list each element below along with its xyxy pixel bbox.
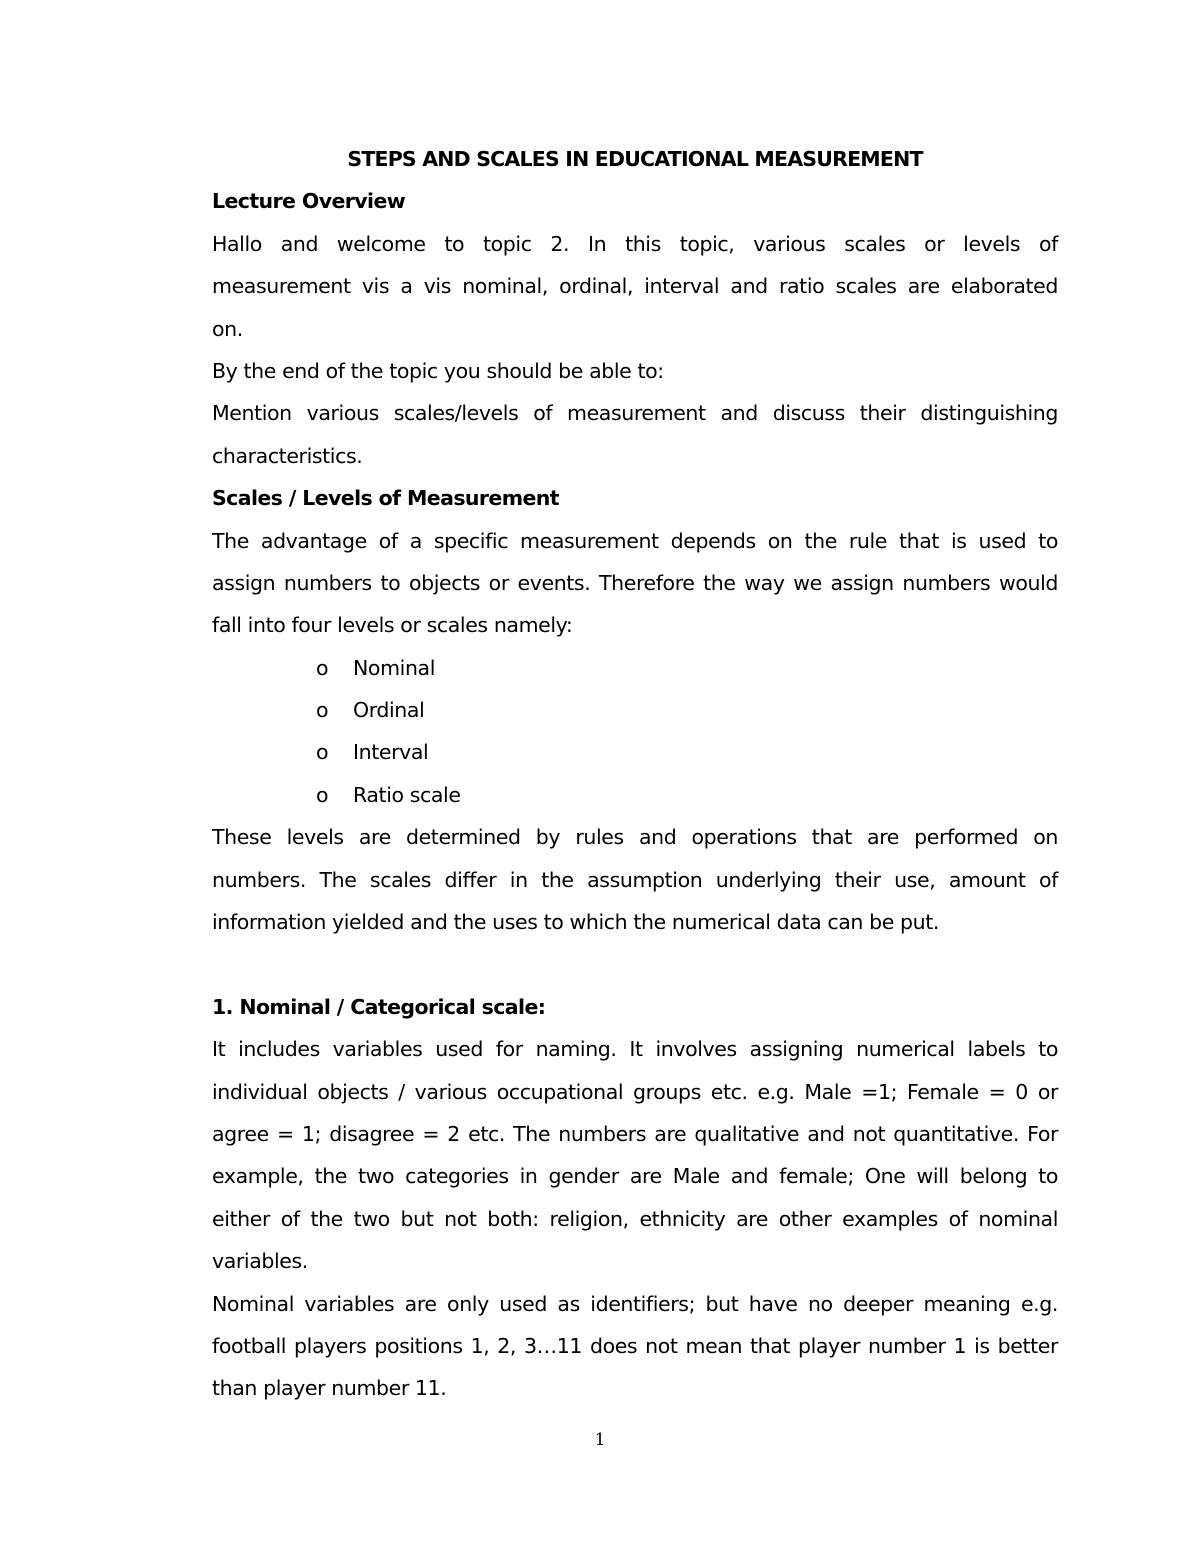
list-item [212,774,1058,816]
list-item-label: Ordinal [353,698,425,723]
text-line: fall into four levels or scales namely: [212,613,573,638]
objective-text [212,392,1058,477]
page-number: 1 [594,1430,606,1450]
text-line: numbers. The scales differ in the assumption underlying their use, amount of [212,867,1058,892]
text-line: The advantage of a specific measurement depends on the rule that is used to [212,528,1058,553]
list-item [212,731,1058,773]
lecture-overview-intro [212,223,1058,350]
text-line: It includes variables used for naming. It involves assigning numerical labels to [212,1037,1058,1062]
text-line: Hallo and welcome to topic 2. In this topic, various scales or levels of [212,231,1058,256]
nominal-paragraph-2 [212,1283,1058,1410]
text-line: assign numbers to objects or events. Therefore the way we assign numbers would [212,570,1058,595]
bullet-marker: o [316,740,329,765]
nominal-paragraph-1 [212,1028,1058,1282]
text-line: individual objects / various occupational groups etc. e.g. Male =1; Female = 0 or [212,1079,1058,1104]
bullet-marker: o [316,655,329,680]
text-line: information yielded and the uses to which the numerical data can be put. [212,910,940,935]
list-item [212,689,1058,731]
list-item-label: Interval [353,740,429,765]
text-line: example, the two categories in gender are Male and female; One will belong to [212,1164,1058,1189]
list-item-label: Nominal [353,655,435,680]
scales-closing [212,816,1058,943]
text-line: Nominal variables are only used as identifiers; but have no deeper meaning e.g. [212,1291,1058,1316]
text-line: These levels are determined by rules and operations that are performed on [212,825,1058,850]
list-item [212,647,1058,689]
scales-intro [212,520,1058,647]
blank-line [212,943,1058,985]
objective-intro: By the end of the topic you should be able to: [212,358,664,383]
list-item-label: Ratio scale [353,782,461,807]
text-line: variables. [212,1249,308,1274]
bullet-marker: o [316,782,329,807]
text-line: measurement vis a vis nominal, ordinal, interval and ratio scales are elaborated [212,274,1058,299]
text-line: than player number 11. [212,1376,447,1401]
nominal-heading: 1. Nominal / Categorical scale: [212,994,546,1019]
lecture-overview-heading: Lecture Overview [212,189,406,214]
text-line: agree = 1; disagree = 2 etc. The numbers are qualitative and not quantitative. For [212,1121,1058,1146]
text-line: on. [212,316,243,341]
scales-heading: Scales / Levels of Measurement [212,486,559,511]
text-line: Mention various scales/levels of measurement and discuss their distinguishing [212,401,1058,426]
text-line: either of the two but not both: religion, ethnicity are other examples of nominal [212,1206,1058,1231]
text-line: characteristics. [212,443,363,468]
scales-bullet-list [212,647,1058,817]
bullet-marker: o [316,698,329,723]
document-page [212,138,1058,1410]
document-title: STEPS AND SCALES IN EDUCATIONAL MEASUREMENT [347,147,923,171]
text-line: football players positions 1, 2, 3…11 does not mean that player number 1 is better [212,1333,1058,1358]
